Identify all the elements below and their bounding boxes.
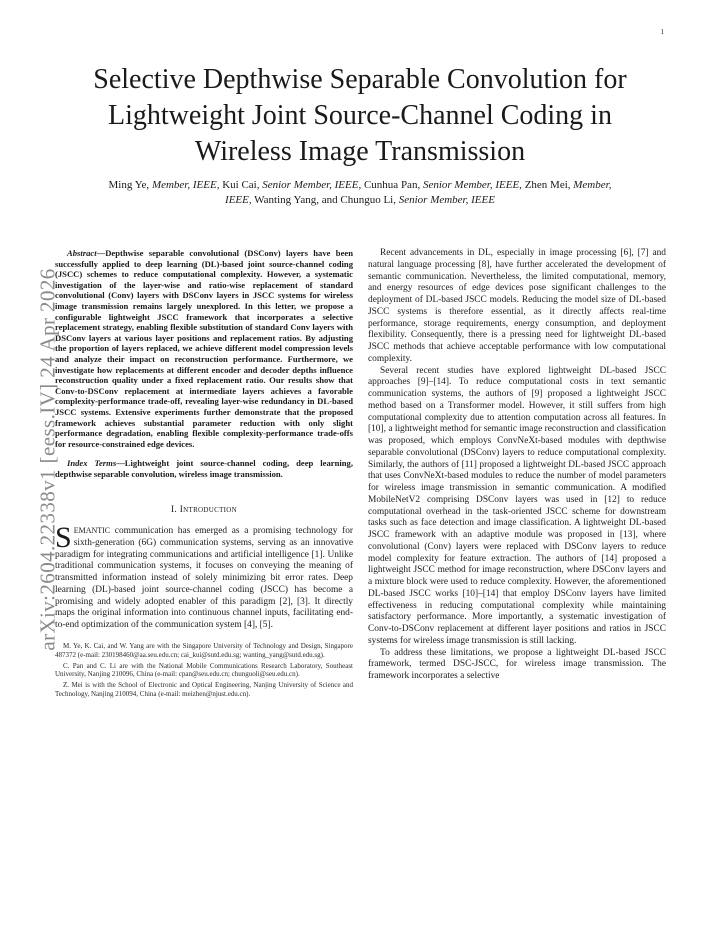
drop-cap: S xyxy=(55,521,72,555)
title-line-1: Selective Depthwise Separable Convolution for xyxy=(93,64,627,95)
right-column xyxy=(368,248,666,683)
intro-paragraph-3: Several recent studies have explored lightweight DL-based JSCC approaches [9]–[14]. To reduce computational costs in text semantic communication systems, the authors of [9] proposed a lightweight JSCC method based on a Transformer model. However, it still suffers from high computational complexity due to attention computation across all features. In [10], a lightweight method for semantic image reconstruction and classification was proposed, which employs ConvNeXt-based modules with depthwise separable convolutional (DSConv) layers to reduce computational complexity. Similarly, the authors of [11] proposed a lightweight DL-based JSCC approach that uses ConvNeXt-based modules to reduce the number of model parameters for wireless image transmission in semantic communication. A modified MobileNetV2 comprising DSConv layers was used in [12] to reduce computational overhead in the task-oriented JSCC scheme for downstream tasks such as face detection and image classification. A lightweight DL-based JSCC framework with an adaptive module was proposed in [13], where convolutional (Conv) layers were replaced with DSConv layers to reduce model complexity for feature extraction. The authors of [14] proposed a lightweight JSCC method for image reconstruction, where DSConv layers and a mixture block were used to reduce complexity. However, the aforementioned DL-based JSCC works [10]–[14] that employ DSConv layers have limited effectiveness in reducing computational complexity while maintaining satisfactory performance. More importantly, a systematic investigation of Conv-to-DSConv replacement at different layer positions and ratios in JSCC systems for wireless image transmission is still lacking. xyxy=(368,365,666,646)
section-numeral: I. xyxy=(171,505,180,516)
intro-paragraph-1-text: communication has emerged as a promising technology for sixth-generation (6G) communication systems, serving as an innovative paradigm for integrating communications and artificial intelligence [1]. Unlike traditional communication systems, it focuses on conveying the meaning of transmitted information instead of solely minimizing bit error rates. Deep learning (DL)-based joint source-channel coding (JSCC) has become a promising and widely adopted enabler of this paradigm [2], [3]. It directly maps the original information into continuous channel inputs, facilitating end-to-end optimization of the communication system [4], [5]. xyxy=(55,526,353,631)
author-membership: Senior Member, IEEE, xyxy=(262,179,362,191)
abstract-label: Abstract xyxy=(67,248,97,258)
author-membership: Senior Member, IEEE, xyxy=(422,179,522,191)
author-name: Ming Ye, xyxy=(108,179,152,191)
arxiv-stamp-text: arXiv:2604.22338v1 [eess.IV] 24 Apr 2026 xyxy=(35,267,60,651)
title-line-2: Lightweight Joint Source-Channel Coding in xyxy=(108,100,612,131)
section-heading-introduction xyxy=(55,505,353,517)
page-number: 1 xyxy=(660,28,664,36)
author-membership: Member, IEEE, xyxy=(151,179,220,191)
author-name: Zhen Mei, xyxy=(521,179,574,191)
section-title: Introduction xyxy=(179,505,237,516)
author-membership: Member, IEEE, xyxy=(225,179,612,206)
title-line-3: Wireless Image Transmission xyxy=(194,136,526,167)
intro-paragraph-2: Recent advancements in DL, especially in image processing [6], [7] and natural language processing [8], have further accelerated the development of semantic communication. Nevertheless, the limited computational, memory, and energy resources of edge devices pose significant challenges to the deployment of DL-based JSCC models. Reducing the model size of DL-based JSCC systems is therefore essential, as it directly affects real-time performance, storage requirements, energy consumption, and deployment flexibility. Consequently, there is a pressing need for lightweight DL-based JSCC methods that achieve acceptable performance with low computational complexity. xyxy=(368,248,666,364)
author-name: Kui Cai, xyxy=(219,179,263,191)
footnote: M. Ye, K. Cai, and W. Yang are with the Singapore University of Technology and Design, Singapore 487372 (e-mail: 230198460@aa.seu.edu.cn; cai_kui@sutd.edu.sg; wanting_yang@sutd.edu.sg). xyxy=(55,641,353,659)
footnote: C. Pan and C. Li are with the National Mobile Communications Research Laboratory, Southeast University, Nanjing 210096, China (e-mail: cpan@seu.edu.cn; chunguoli@seu.edu.cn). xyxy=(55,661,353,679)
index-terms-text: —Lightweight joint source-channel coding, deep learning, depthwise separable convolution, wireless image transmission. xyxy=(55,458,354,479)
left-column xyxy=(55,248,353,701)
author-list xyxy=(100,178,620,208)
paper-title xyxy=(90,62,630,170)
index-terms-label: Index Terms xyxy=(67,458,117,469)
author-name: Wanting Yang, and Chunguo Li, xyxy=(251,194,399,206)
author-name: Cunhua Pan, xyxy=(361,179,423,191)
first-word-caps: EMANTIC xyxy=(73,526,111,536)
intro-paragraph-4: To address these limitations, we propose a lightweight DL-based JSCC framework, termed DSC-JSCC, for wireless image transmission. The framework incorporates a selective xyxy=(368,647,666,681)
index-terms xyxy=(55,458,353,479)
author-footnotes xyxy=(55,642,353,699)
footnote: Z. Mei is with the School of Electronic and Optical Engineering, Nanjing University of Science and Technology, Nanjing 210094, China (e-mail: meizhen@njust.edu.cn). xyxy=(55,681,353,698)
intro-paragraph-1 xyxy=(55,521,353,632)
abstract xyxy=(55,248,353,449)
author-membership: Senior Member, IEEE xyxy=(398,194,495,206)
abstract-text: —Depthwise separable convolutional (DSConv) layers have been successfully applied to deep learning (DL)-based joint source-channel coding (JSCC) schemes to reduce computational complexity. However, a systematic investigation of the layer-wise and ratio-wise replacement of standard convolutional (Conv) layers with DSConv layers in JSCC systems for wireless image transmission remains largely unexplored. In this letter, we propose a configurable lightweight JSCC framework that incorporates a selective replacement strategy, enabling flexible substitution of standard Conv layers with DSConv layers at various layer positions and replacement ratios. By adjusting the proportion of layers replaced, we achieve different model compression levels and analyze their impact on reconstruction performance. Furthermore, we investigate how replacements at different encoder and decoder depths influence reconstruction quality under a fixed replacement ratio. Our results show that Conv-to-DSConv replacement at intermediate layers achieves a favorable complexity-performance trade-off, revealing layer-wise redundancy in DL-based JSCC systems. Extensive experiments further demonstrate that the proposed framework achieves substantial parameter reduction with only slight performance degradation, enabling flexible complexity-performance trade-offs for resource-constrained edge devices. xyxy=(55,248,353,449)
